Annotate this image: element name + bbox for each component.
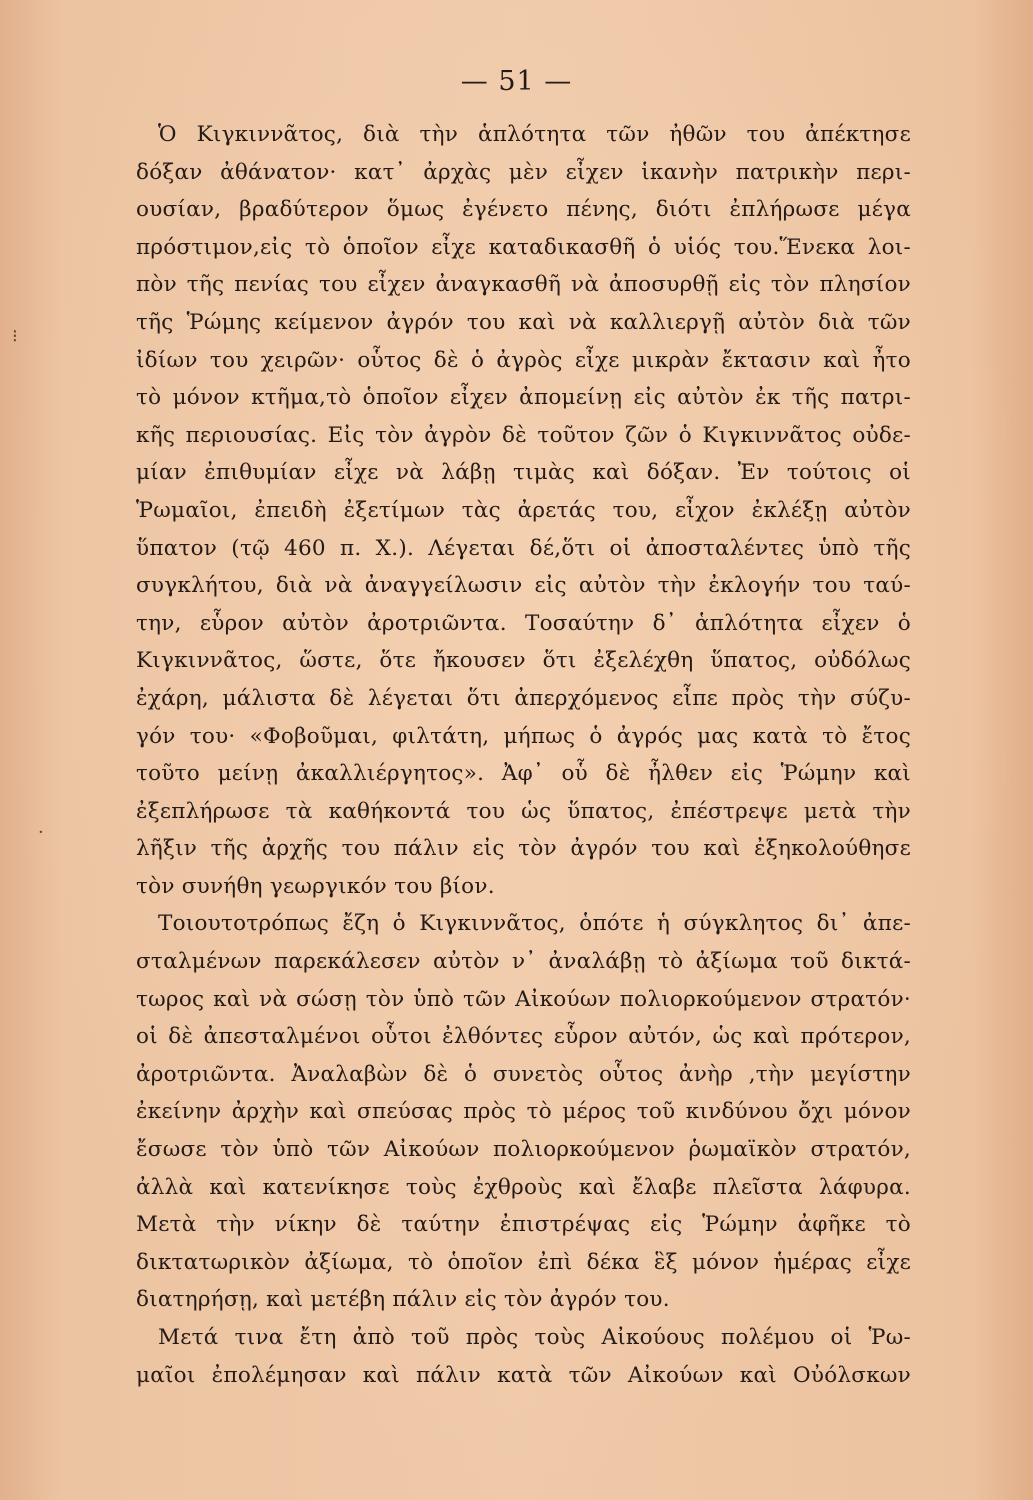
text-line: Τοιουτοτρόπως ἔζη ὁ Κιγκιννᾶτος, ὁπότε ἡ σύγκλητος δι᾽ ἀπε- xyxy=(158,911,911,937)
text-line: ἰδίων του χειρῶν· οὗτος δὲ ὁ ἀγρὸς εἶχε μικρὰν ἔκτασιν καὶ ἦτο xyxy=(136,347,911,373)
body-text xyxy=(136,116,911,1394)
text-line: Ῥωμαῖοι, ἐπειδὴ ἐξετίμων τὰς ἀρετάς του, εἶχον ἐκλέξῃ αὐτὸν xyxy=(136,497,911,523)
text-line: Κιγκιννᾶτος, ὥστε, ὅτε ἤκουσεν ὅτι ἐξελέχθη ὕπατος, οὐδόλως xyxy=(136,648,911,674)
text-line: μαῖοι ἐπολέμησαν καὶ πάλιν κατὰ τῶν Αἰκούων καὶ Οὐόλσκων xyxy=(136,1362,911,1388)
text-line: σταλμένων παρεκάλεσεν αὐτὸν ν᾽ ἀναλάβῃ τὸ ἀξίωμα τοῦ δικτά- xyxy=(136,949,911,975)
margin-tick-mark: · xyxy=(38,822,44,843)
text-line: ἀλλὰ καὶ κατενίκησε τοὺς ἐχθροὺς καὶ ἔλαβε πλεῖστα λάφυρα. xyxy=(136,1174,911,1200)
text-line: λῆξιν τῆς ἀρχῆς του πάλιν εἰς τὸν ἀγρόν του καὶ ἐξηκολούθησε xyxy=(136,836,911,862)
text-line: τοῦτο μείνῃ ἀκαλλιέργητος». Ἀφ᾽ οὗ δὲ ἦλθεν εἰς Ῥώμην καὶ xyxy=(136,761,911,787)
margin-tick-mark: ⁝ xyxy=(12,326,18,347)
text-line: Ὁ Κιγκιννᾶτος, διὰ τὴν ἁπλότητα τῶν ἠθῶν του ἀπέκτησε xyxy=(158,122,911,147)
text-line: ουσίαν, βραδύτερον ὅμως ἐγένετο πένης, διότι ἐπλήρωσε μέγα xyxy=(136,197,911,223)
text-line: συγκλήτου, διὰ νὰ ἀναγγείλωσιν εἰς αὐτὸν τὴν ἐκλογήν του ταύ- xyxy=(136,573,911,599)
text-line: διατηρήσῃ, καὶ μετέβη πάλιν εἰς τὸν ἀγρόν του. xyxy=(136,1287,670,1313)
text-line: ἔσωσε τὸν ὑπὸ τῶν Αἰκούων πολιορκούμενον ῥωμαϊκὸν στρατόν, xyxy=(136,1137,911,1163)
text-line: Μετὰ τὴν νίκην δὲ ταύτην ἐπιστρέψας εἰς Ῥώμην ἀφῆκε τὸ xyxy=(136,1212,911,1238)
text-line: πὸν τῆς πενίας του εἶχεν ἀναγκασθῆ νὰ ἀποσυρθῇ εἰς τὸν πλησίον xyxy=(136,272,911,298)
text-line: γόν του· «Φοβοῦμαι, φιλτάτη, μήπως ὁ ἀγρός μας κατὰ τὸ ἔτος xyxy=(136,723,911,749)
text-line: μίαν ἐπιθυμίαν εἶχε νὰ λάβῃ τιμὰς καὶ δόξαν. Ἐν τούτοις οἱ xyxy=(136,460,911,486)
text-line: τῆς Ῥώμης κείμενον ἀγρόν του καὶ νὰ καλλιεργῇ αὐτὸν διὰ τῶν xyxy=(136,309,911,335)
text-line: τωρος καὶ νὰ σώσῃ τὸν ὑπὸ τῶν Αἰκούων πολιορκούμενον στρατόν· xyxy=(136,986,911,1012)
text-line: την, εὗρον αὐτὸν ἀροτριῶντα. Τοσαύτην δ᾽ ἁπλότητα εἶχεν ὁ xyxy=(136,610,911,636)
page-number: — 51 — xyxy=(460,66,573,97)
text-line: πρόστιμον,εἰς τὸ ὁποῖον εἶχε καταδικασθῆ ὁ υἱός του.Ἕνεκα λοι- xyxy=(136,234,911,260)
text-line: τὸ μόνον κτῆμα,τὸ ὁποῖον εἶχεν ἀπομείνῃ εἰς αὐτὸν ἐκ τῆς πατρι- xyxy=(136,385,911,411)
text-line: οἱ δὲ ἀπεσταλμένοι οὗτοι ἐλθόντες εὗρον αὐτόν, ὡς καὶ πρότερον, xyxy=(136,1024,911,1050)
text-line: δόξαν ἀθάνατον· κατ᾽ ἀρχὰς μὲν εἶχεν ἱκανὴν πατρικὴν περι- xyxy=(136,159,911,185)
text-line: ἐξεπλήρωσε τὰ καθήκοντά του ὡς ὕπατος, ἐπέστρεψε μετὰ τὴν xyxy=(136,798,911,824)
text-line: ἀροτριῶντα. Ἀναλαβὼν δὲ ὁ συνετὸς οὗτος ἀνὴρ ,τὴν μεγίστην xyxy=(136,1061,911,1087)
text-line: ἐχάρη, μάλιστα δὲ λέγεται ὅτι ἀπερχόμενος εἶπε πρὸς τὴν σύζυ- xyxy=(136,685,911,711)
text-line: τὸν συνήθη γεωργικόν του βίον. xyxy=(136,873,495,899)
text-line: Μετά τινα ἔτη ἀπὸ τοῦ πρὸς τοὺς Αἰκούους πολέμου οἱ Ῥω- xyxy=(158,1325,911,1350)
text-line: κῆς περιουσίας. Εἰς τὸν ἀγρὸν δὲ τοῦτον ζῶν ὁ Κιγκιννᾶτος οὐδε- xyxy=(136,422,911,448)
text-line: ἐκείνην ἀρχὴν καὶ σπεύσας πρὸς τὸ μέρος τοῦ κινδύνου ὄχι μόνον xyxy=(136,1099,911,1125)
text-line: δικτατωρικὸν ἀξίωμα, τὸ ὁποῖον ἐπὶ δέκα ἓξ μόνον ἡμέρας εἶχε xyxy=(136,1249,911,1275)
text-line: ὕπατον (τῷ 460 π. Χ.). Λέγεται δέ,ὅτι οἱ ἀποσταλέντες ὑπὸ τῆς xyxy=(136,535,911,561)
